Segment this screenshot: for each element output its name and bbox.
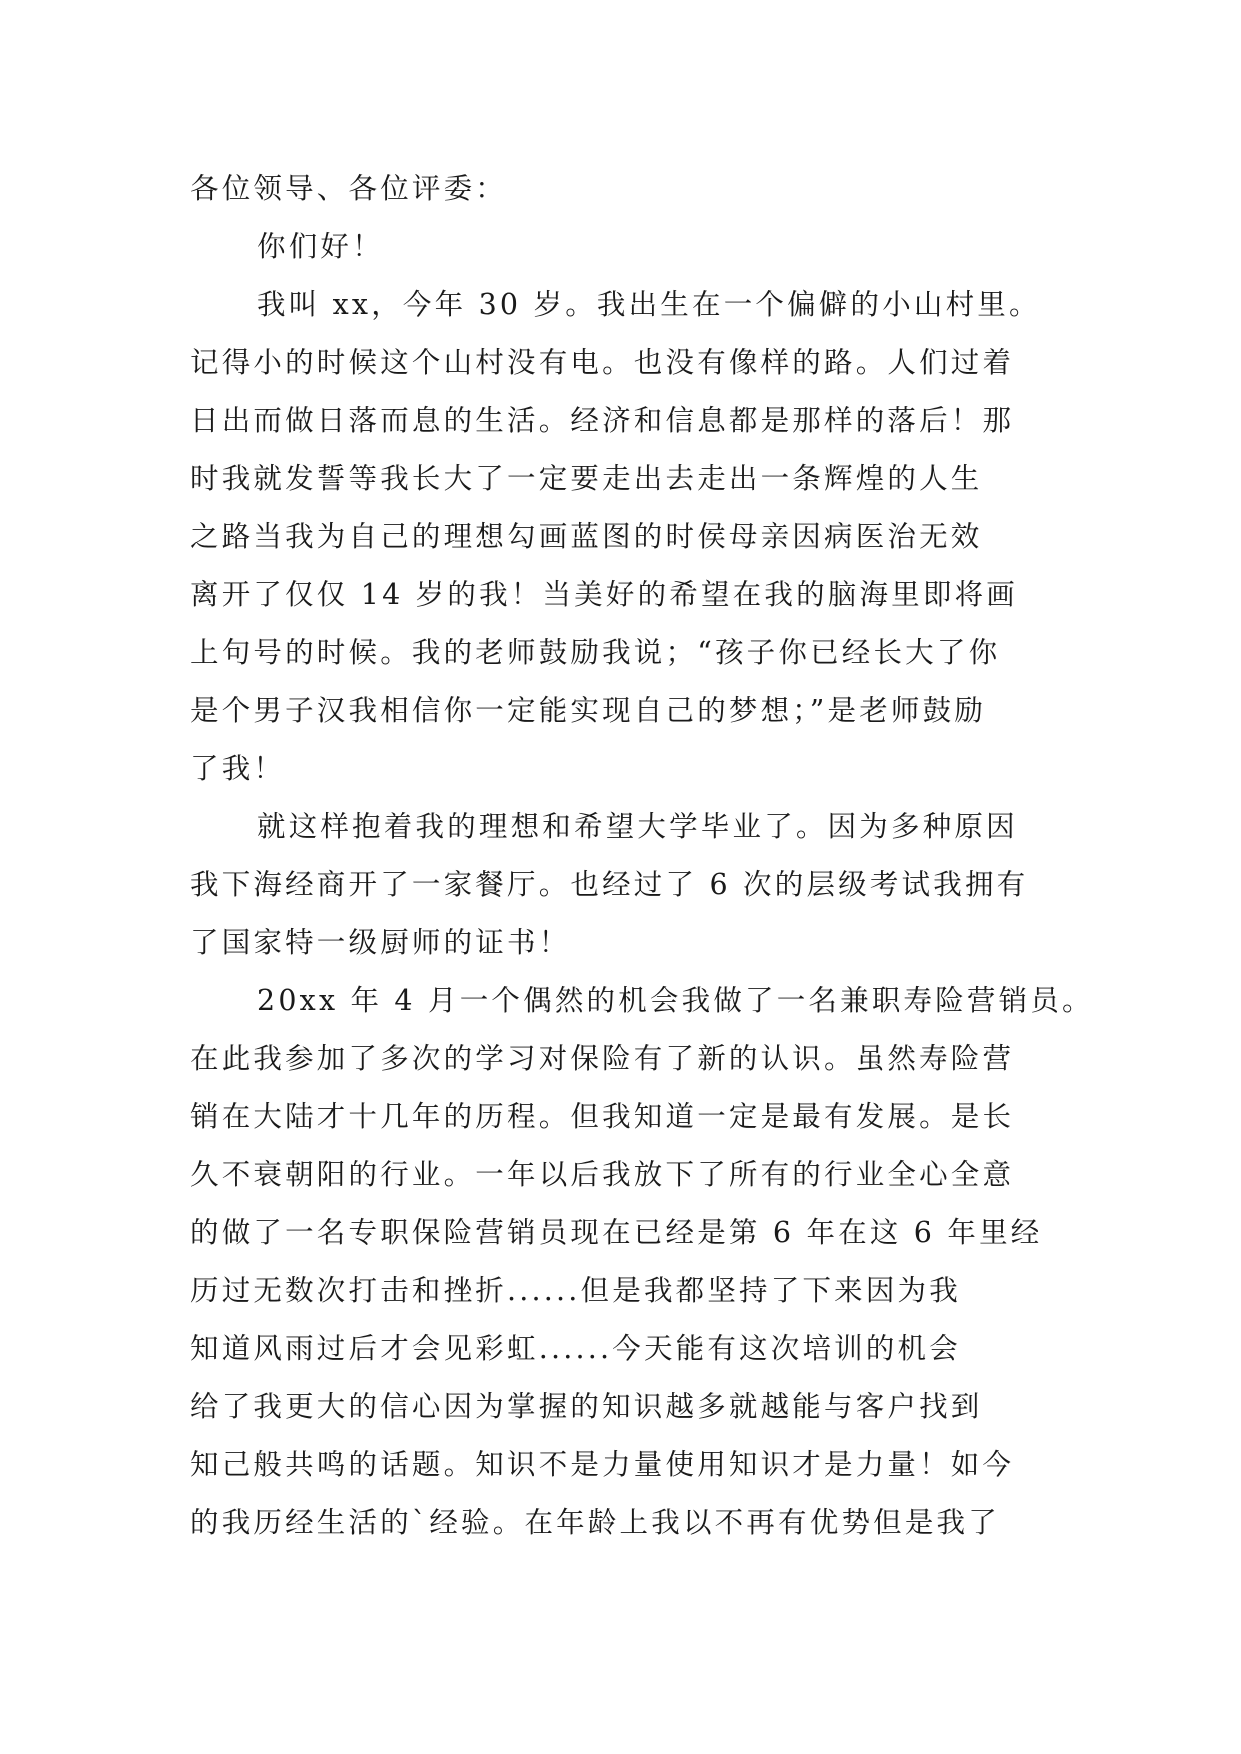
text-line: 记得小的时候这个山村没有电。也没有像样的路。人们过着 xyxy=(190,346,1015,379)
text-line: 我叫 xx，今年 30 岁。我出生在一个偏僻的小山村里。 xyxy=(257,288,1041,321)
text-line: 时我就发誓等我长大了一定要走出去走出一条辉煌的人生 xyxy=(190,462,983,495)
text-line: 的做了一名专职保险营销员现在已经是第 6 年在这 6 年里经 xyxy=(190,1216,1043,1249)
text-line: 知己般共鸣的话题。知识不是力量使用知识才是力量！如今 xyxy=(190,1448,1015,1481)
text-line: 给了我更大的信心因为掌握的知识越多就越能与客户找到 xyxy=(190,1390,983,1423)
text-line: 离开了仅仅 14 岁的我！当美好的希望在我的脑海里即将画 xyxy=(190,578,1018,611)
text-line: 在此我参加了多次的学习对保险有了新的认识。虽然寿险营 xyxy=(190,1042,1015,1075)
text-line: 是个男子汉我相信你一定能实现自己的梦想；”是老师鼓励 xyxy=(190,694,987,727)
text-line: 上句号的时候。我的老师鼓励我说；“孩子你已经长大了你 xyxy=(190,636,1001,669)
text-line: 了国家特一级厨师的证书！ xyxy=(190,926,571,959)
text-line: 我下海经商开了一家餐厅。也经过了 6 次的层级考试我拥有 xyxy=(190,868,1029,901)
text-line: 历过无数次打击和挫折......但是我都坚持了下来因为我 xyxy=(190,1274,961,1307)
text-line: 各位领导、各位评委： xyxy=(190,172,508,205)
text-line: 知道风雨过后才会见彩虹......今天能有这次培训的机会 xyxy=(190,1332,961,1365)
text-line: 了我！ xyxy=(190,752,286,785)
text-line: 之路当我为自己的理想勾画蓝图的时侯母亲因病医治无效 xyxy=(190,520,983,553)
text-line: 就这样抱着我的理想和希望大学毕业了。因为多种原因 xyxy=(257,810,1018,843)
document-body xyxy=(190,160,1094,1552)
text-line: 你们好！ xyxy=(257,230,384,263)
text-line: 20xx 年 4 月一个偶然的机会我做了一名兼职寿险营销员。 xyxy=(257,984,1094,1017)
text-line: 的我历经生活的`经验。在年龄上我以不再有优势但是我了 xyxy=(190,1506,1000,1539)
text-line: 销在大陆才十几年的历程。但我知道一定是最有发展。是长 xyxy=(190,1100,1015,1133)
text-line: 久不衰朝阳的行业。一年以后我放下了所有的行业全心全意 xyxy=(190,1158,1015,1191)
text-line: 日出而做日落而息的生活。经济和信息都是那样的落后！那 xyxy=(190,404,1015,437)
